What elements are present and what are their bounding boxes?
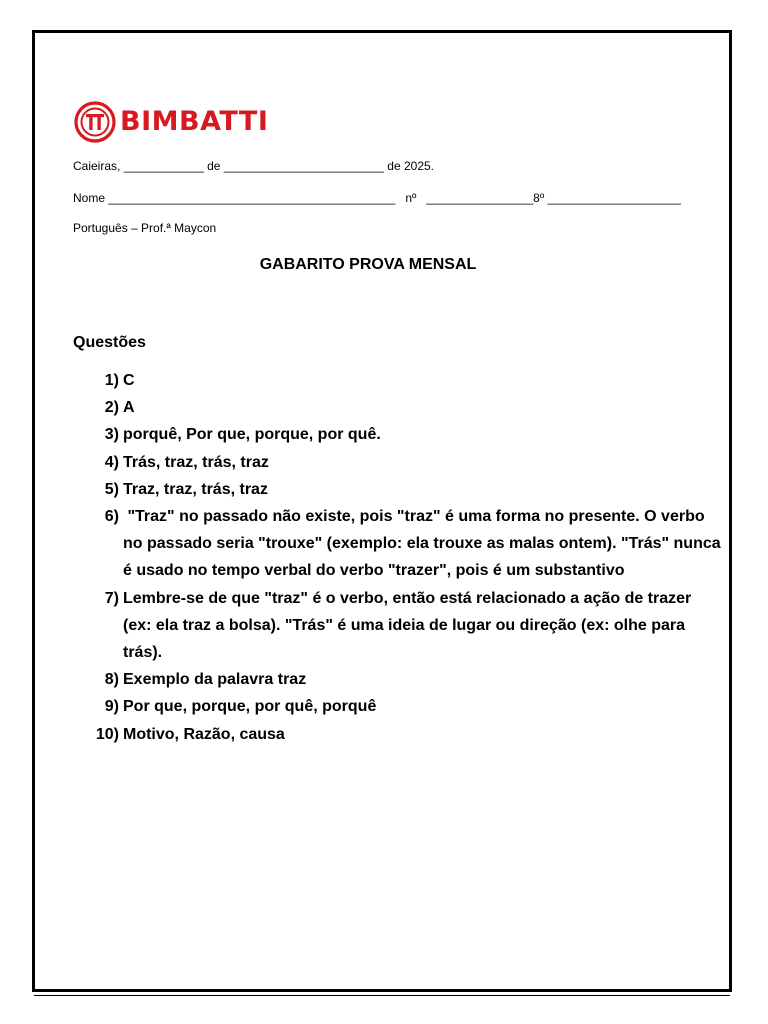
- answer-number: 10): [95, 725, 119, 743]
- subject-line: Português – Prof.ª Maycon: [73, 221, 217, 235]
- section-label: Questões: [73, 334, 146, 351]
- answer-number: 9): [104, 698, 119, 716]
- answer-text: Motivo, Razão, causa: [123, 725, 285, 743]
- answer-number: 5): [104, 480, 119, 498]
- answer-number: 8): [104, 671, 119, 689]
- date-line: Caieiras, ____________ de ________________________ de 2025.: [73, 159, 435, 173]
- name-line: Nome ___________________________________________ nº ________________8º ____________________: [73, 191, 682, 205]
- answer-number: 2): [104, 399, 119, 417]
- answer-item: [72, 693, 722, 720]
- pi-circle-logo-icon: [74, 101, 116, 143]
- answer-text: Lembre-se de que "traz" é o verbo, então está relacionado a ação de trazer (ex: ela traz a bolsa). "Trás" é uma ideia de lugar ou direção (ex: olhe para trás).: [123, 589, 692, 662]
- answer-number: 1): [104, 372, 119, 389]
- answer-item: [72, 721, 722, 748]
- school-logo: [74, 101, 268, 143]
- answer-item: [72, 367, 722, 394]
- answer-text: Trás, traz, trás, traz: [123, 453, 269, 471]
- answer-item: [72, 585, 722, 667]
- answer-item: [72, 666, 722, 693]
- answer-item: [72, 449, 722, 476]
- answer-item: [72, 476, 722, 503]
- answer-number: 4): [104, 453, 119, 471]
- document-title: GABARITO PROVA MENSAL: [259, 256, 477, 273]
- answer-text: "Traz" no passado não existe, pois "traz" é uma forma no presente. O verbo no passado seria "trouxe" (exemplo: ela trouxe as malas ontem). "Trás" nunca é usado no tempo verbal do verbo "trazer", pois é um substantivo: [123, 508, 726, 580]
- logo-text: BIMBATTI: [120, 106, 269, 137]
- answer-text: A: [123, 399, 135, 417]
- answer-item: [72, 394, 722, 421]
- answer-text: C: [123, 372, 135, 389]
- answer-text: porquê, Por que, porque, por quê.: [123, 426, 381, 444]
- answer-list: [72, 367, 726, 748]
- answer-text: Por que, porque, por quê, porquê: [123, 698, 377, 716]
- answer-number: 7): [104, 589, 119, 607]
- answer-text: Traz, traz, trás, traz: [123, 480, 268, 498]
- answer-text: Exemplo da palavra traz: [123, 671, 307, 689]
- answer-number: 6): [104, 508, 119, 526]
- answer-item: [72, 421, 722, 448]
- answer-number: 3): [104, 426, 119, 444]
- answer-item: [72, 503, 726, 585]
